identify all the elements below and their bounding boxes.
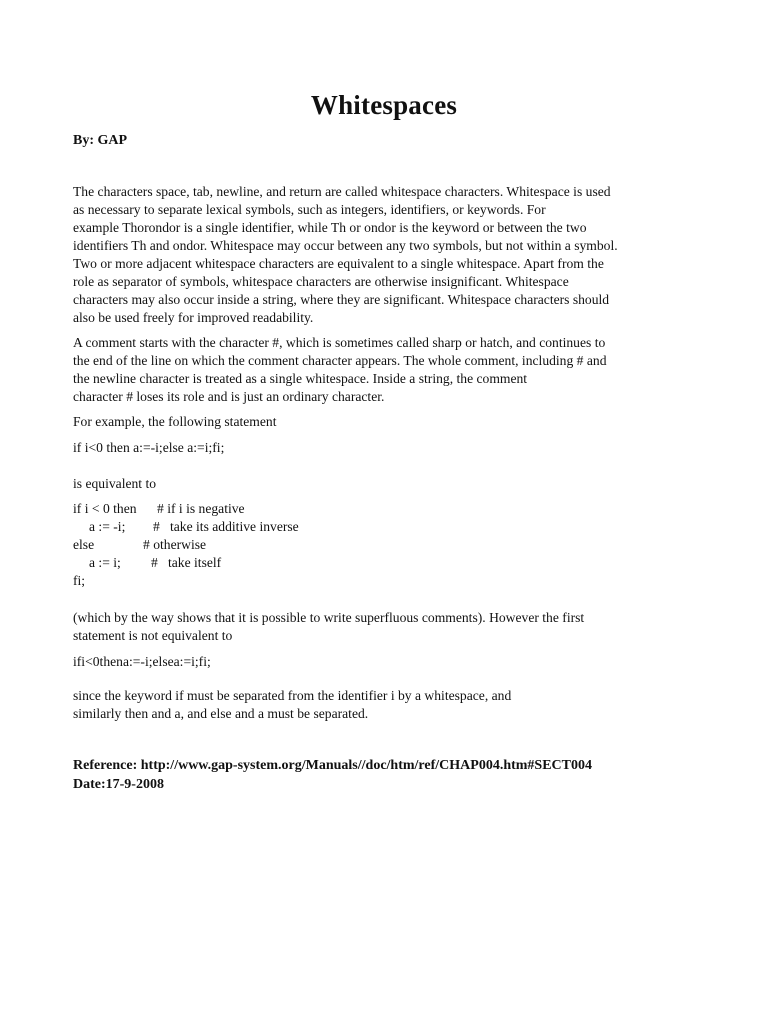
paragraph-superfluous — [73, 609, 713, 645]
code-block — [73, 500, 373, 590]
paragraph-line: Two or more adjacent whitespace characters are equivalent to a single whitespace. Apart from the — [73, 256, 604, 271]
paragraph-line: The characters space, tab, newline, and return are called whitespace characters. Whitespace is used — [73, 184, 611, 199]
code-row — [73, 572, 373, 590]
paragraph-line: role as separator of symbols, whitespace characters are otherwise insignificant. Whitespace — [73, 274, 569, 289]
statement-not-equivalent: ifi<0thena:=-i;elsea:=i;fi; — [73, 654, 211, 669]
code-text: if i < 0 then — [73, 501, 137, 516]
document-date: Date:17-9-2008 — [73, 777, 164, 792]
paragraph-line: since the keyword if must be separated from the identifier i by a whitespace, and — [73, 688, 512, 703]
paragraph-line: as necessary to separate lexical symbols, such as integers, identifiers, or keywords. For — [73, 202, 546, 217]
code-comment: # take its additive inverse — [153, 519, 299, 534]
author-byline: By: GAP — [73, 133, 128, 148]
code-row — [73, 518, 373, 536]
reference-link[interactable]: Reference: http://www.gap-system.org/Manuals//doc/htm/ref/CHAP004.htm#SECT004 — [73, 758, 592, 773]
code-text: else — [73, 537, 95, 552]
paragraph-line: the newline character is treated as a single whitespace. Inside a string, the comment — [73, 371, 528, 386]
paragraph-line: A comment starts with the character #, which is sometimes called sharp or hatch, and continues to — [73, 335, 606, 350]
page-title: Whitespaces — [310, 90, 458, 120]
paragraph-line: statement is not equivalent to — [73, 628, 233, 643]
paragraph-line: identifiers Th and ondor. Whitespace may occur between any two symbols, but not within a symbol. — [73, 238, 618, 253]
code-row — [73, 536, 373, 554]
code-comment: # take itself — [151, 555, 222, 570]
code-text: a := -i; — [89, 519, 126, 534]
code-comment: # if i is negative — [157, 501, 245, 516]
code-text: a := i; — [89, 555, 121, 570]
paragraph-line: the end of the line on which the comment character appears. The whole comment, including # and — [73, 353, 607, 368]
paragraph-comments — [73, 334, 713, 406]
paragraph-line: example Thorondor is a single identifier, while Th or ondor is the keyword or between the two — [73, 220, 587, 235]
paragraph-line: also be used freely for improved readability. — [73, 310, 314, 325]
code-row — [73, 554, 373, 572]
paragraph-keywords — [73, 687, 713, 723]
paragraph-line: characters may also occur inside a string, where they are significant. Whitespace characters should — [73, 292, 610, 307]
paragraph-line: (which by the way shows that it is possible to write superfluous comments). However the first — [73, 610, 585, 625]
equivalent-to-text: is equivalent to — [73, 476, 157, 491]
code-comment: # otherwise — [143, 537, 207, 552]
reference-block — [73, 756, 592, 794]
code-text: fi; — [73, 573, 86, 588]
paragraph-line: character # loses its role and is just an ordinary character. — [73, 389, 385, 404]
code-row — [73, 500, 373, 518]
statement-example: if i<0 then a:=-i;else a:=i;fi; — [73, 440, 225, 455]
paragraph-whitespace-definition — [73, 183, 713, 327]
for-example-text: For example, the following statement — [73, 414, 277, 429]
paragraph-line: similarly then and a, and else and a must be separated. — [73, 706, 369, 721]
